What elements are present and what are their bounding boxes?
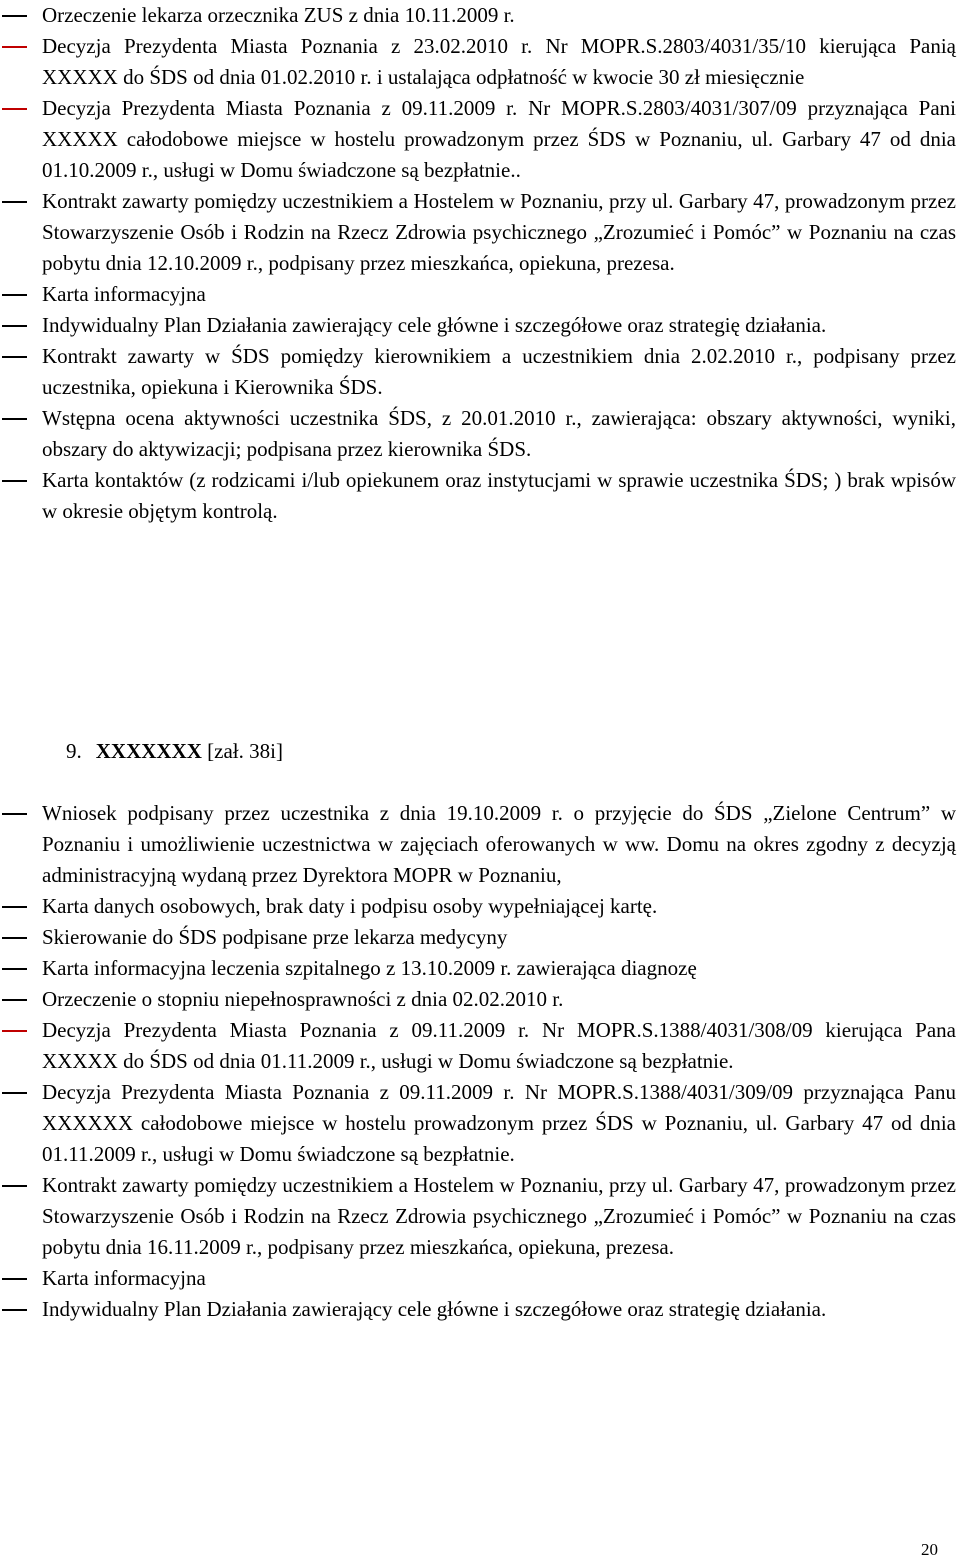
dash-bullet bbox=[2, 108, 27, 110]
list-item-text: Karta informacyjna bbox=[42, 1266, 206, 1290]
dash-bullet bbox=[2, 201, 27, 203]
list-item-text: Karta kontaktów (z rodzicami i/lub opiekunem oraz instytucjami w sprawie uczestnika ŚDS; ) brak wpisów w okresie objętym kontrolą. bbox=[42, 468, 956, 523]
section-heading bbox=[66, 736, 283, 767]
list-item bbox=[0, 798, 960, 891]
dash-bullet bbox=[2, 480, 27, 482]
list-item-text: Kontrakt zawarty w ŚDS pomiędzy kierownikiem a uczestnikiem dnia 2.02.2010 r., podpisany przez uczestnika, opiekuna i Kierownika ŚDS. bbox=[42, 344, 956, 399]
dash-bullet bbox=[2, 1278, 27, 1280]
section-attachment: [zał. 38i] bbox=[207, 739, 283, 763]
list-item bbox=[0, 186, 960, 279]
list-item bbox=[0, 31, 960, 93]
list-item bbox=[0, 1170, 960, 1263]
dash-bullet bbox=[2, 1092, 27, 1094]
list-item-text: Decyzja Prezydenta Miasta Poznania z 09.11.2009 r. Nr MOPR.S.1388/4031/308/09 kierująca Pana XXXXX do ŚDS od dnia 01.11.2009 r., usługi w Domu świadczone są bezpłatnie. bbox=[42, 1018, 956, 1073]
list-item-text: Karta informacyjna bbox=[42, 282, 206, 306]
dash-bullet bbox=[2, 15, 27, 17]
dash-bullet bbox=[2, 999, 27, 1001]
dash-bullet bbox=[2, 1030, 27, 1032]
list-item-text: Indywidualny Plan Działania zawierający cele główne i szczegółowe oraz strategię działania. bbox=[42, 313, 827, 337]
dash-bullet bbox=[2, 906, 27, 908]
dash-bullet bbox=[2, 813, 27, 815]
dash-bullet bbox=[2, 937, 27, 939]
list-item-text: Orzeczenie lekarza orzecznika ZUS z dnia 10.11.2009 r. bbox=[42, 3, 515, 27]
list-item bbox=[0, 1015, 960, 1077]
list-item bbox=[0, 310, 960, 341]
list-item-text: Decyzja Prezydenta Miasta Poznania z 09.11.2009 r. Nr MOPR.S.2803/4031/307/09 przyznająca Pani XXXXX całodobowe miejsce w hostelu prowadzonym przez ŚDS w Poznaniu, ul. Garbary 47 od dnia 01.10.2009 r., usługi w Domu świadczone są bezpłatnie.. bbox=[42, 96, 956, 182]
list-item bbox=[0, 1294, 960, 1325]
page-number: 20 bbox=[921, 1540, 938, 1559]
document-list-upper bbox=[0, 0, 960, 527]
list-item-text: Decyzja Prezydenta Miasta Poznania z 23.02.2010 r. Nr MOPR.S.2803/4031/35/10 kierująca Panią XXXXX do ŚDS od dnia 01.02.2010 r. i ustalająca odpłatność w kwocie 30 zł miesięcznie bbox=[42, 34, 956, 89]
list-item-text: Karta danych osobowych, brak daty i podpisu osoby wypełniającej kartę. bbox=[42, 894, 658, 918]
list-item bbox=[0, 891, 960, 922]
list-item bbox=[0, 93, 960, 186]
list-item-text: Kontrakt zawarty pomiędzy uczestnikiem a Hostelem w Poznaniu, przy ul. Garbary 47, prowadzonym przez Stowarzyszenie Osób i Rodzin na Rzecz Zdrowia psychicznego „Zrozumieć i Pomóc” w Poznaniu na czas pobytu dnia 12.10.2009 r., podpisany przez mieszkańca, opiekuna, prezesa. bbox=[42, 189, 956, 275]
list-item bbox=[0, 1077, 960, 1170]
list-item bbox=[0, 403, 960, 465]
list-item bbox=[0, 341, 960, 403]
document-list-lower bbox=[0, 798, 960, 1325]
list-item-text: Skierowanie do ŚDS podpisane prze lekarza medycyny bbox=[42, 925, 508, 949]
list-item bbox=[0, 279, 960, 310]
dash-bullet bbox=[2, 1185, 27, 1187]
list-item bbox=[0, 0, 960, 31]
list-item-text: Wniosek podpisany przez uczestnika z dnia 19.10.2009 r. o przyjęcie do ŚDS „Zielone Centrum” w Poznaniu i umożliwienie uczestnictwa w zajęciach oferowanych w ww. Domu na okres zgodny z decyzją administracyjną wydaną przez Dyrektora MOPR w Poznaniu, bbox=[42, 801, 956, 887]
list-item bbox=[0, 984, 960, 1015]
list-item-text: Decyzja Prezydenta Miasta Poznania z 09.11.2009 r. Nr MOPR.S.1388/4031/309/09 przyznająca Panu XXXXXX całodobowe miejsce w hostelu prowadzonym przez ŚDS w Poznaniu, ul. Garbary 47 od dnia 01.11.2009 r., usługi w Domu świadczone są bezpłatnie. bbox=[42, 1080, 956, 1166]
list-item bbox=[0, 953, 960, 984]
list-item-text: Orzeczenie o stopniu niepełnosprawności z dnia 02.02.2010 r. bbox=[42, 987, 564, 1011]
dash-bullet bbox=[2, 294, 27, 296]
list-item-text: Kontrakt zawarty pomiędzy uczestnikiem a Hostelem w Poznaniu, przy ul. Garbary 47, prowadzonym przez Stowarzyszenie Osób i Rodzin na Rzecz Zdrowia psychicznego „Zrozumieć i Pomóc” w Poznaniu na czas pobytu dnia 16.11.2009 r., podpisany przez mieszkańca, opiekuna, prezesa. bbox=[42, 1173, 956, 1259]
list-item bbox=[0, 1263, 960, 1294]
list-item-text: Karta informacyjna leczenia szpitalnego z 13.10.2009 r. zawierająca diagnozę bbox=[42, 956, 697, 980]
list-item-text: Wstępna ocena aktywności uczestnika ŚDS, z 20.01.2010 r., zawierająca: obszary aktywności, wyniki, obszary do aktywizacji; podpisana przez kierownika ŚDS. bbox=[42, 406, 956, 461]
dash-bullet bbox=[2, 46, 27, 48]
list-item bbox=[0, 465, 960, 527]
dash-bullet bbox=[2, 1309, 27, 1311]
dash-bullet bbox=[2, 968, 27, 970]
list-item bbox=[0, 922, 960, 953]
section-number: 9. bbox=[66, 739, 82, 763]
dash-bullet bbox=[2, 325, 27, 327]
dash-bullet bbox=[2, 356, 27, 358]
list-item-text: Indywidualny Plan Działania zawierający cele główne i szczegółowe oraz strategię działania. bbox=[42, 1297, 827, 1321]
section-name: XXXXXXX bbox=[95, 739, 202, 763]
dash-bullet bbox=[2, 418, 27, 420]
